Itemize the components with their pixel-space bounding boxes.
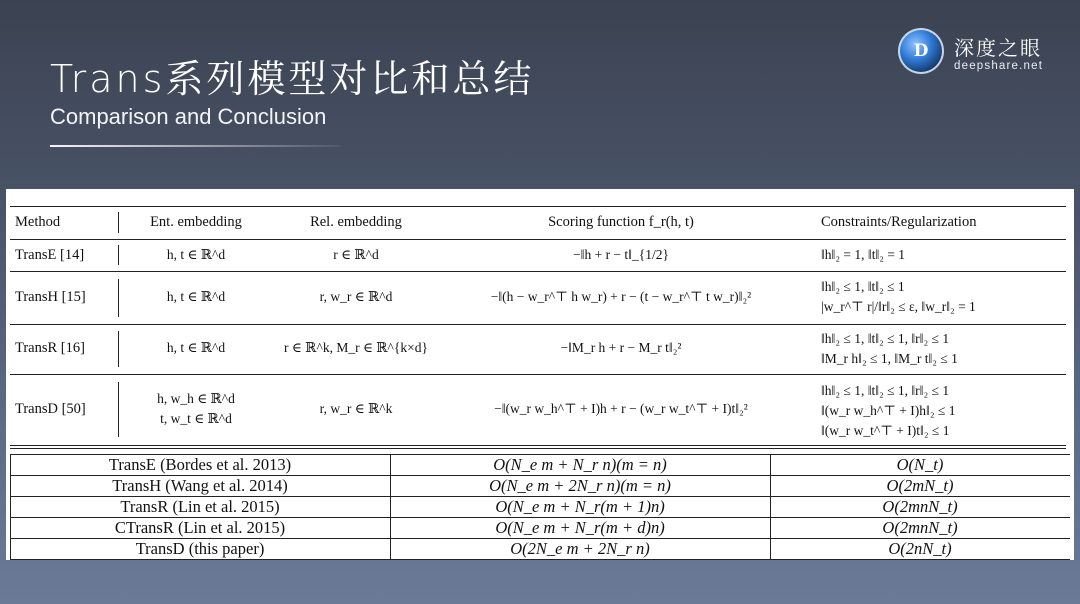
row-ent-transd-2: t, w_t ∈ ℝ^d [160,411,232,426]
complexity-ops-ctransr: O(2mnN_t) [882,518,958,537]
row-constraint-transr-1: ‖h‖₂ ≤ 1, ‖t‖₂ ≤ 1, ‖r‖₂ ≤ 1 [821,331,950,346]
complexity-model-transr: TransR (Lin et al. 2015) [120,497,280,516]
row-ent-transe: h, t ∈ ℝ^d [166,247,226,262]
complexity-params-transe: O(N_e m + N_r n)(m = n) [493,455,667,474]
table1-vsep-row4 [118,382,119,437]
page-title: Trans系列模型对比和总结 [50,57,535,101]
row-rel-transd: r, w_r ∈ ℝ^k [319,401,393,416]
table1-rule-3 [10,374,1066,375]
logo-domain: deepshare.net [954,60,1044,72]
complexity-ops-transr: O(2mnN_t) [882,497,958,516]
complexity-params-transh: O(N_e m + 2N_r n)(m = n) [489,476,671,495]
table1-rule-2 [10,324,1066,325]
complexity-model-transd: TransD (this paper) [135,539,265,558]
complexity-model-transh: TransH (Wang et al. 2014) [112,476,288,495]
complexity-ops-transe: O(N_t) [896,455,944,474]
table1-vsep-row3 [118,331,119,367]
row-rel-transh: r, w_r ∈ ℝ^d [319,289,393,304]
table1-vsep-header [118,212,119,233]
table1-rule-bottom [10,445,1066,446]
page-subtitle: Comparison and Conclusion [50,104,327,129]
row-rel-transe: r ∈ ℝ^d [333,247,379,262]
row-ent-transd-1: h, w_h ∈ ℝ^d [157,391,235,406]
row-constraint-transd-1: ‖h‖₂ ≤ 1, ‖t‖₂ ≤ 1, ‖r‖₂ ≤ 1 [821,383,950,398]
logo-mark: D [913,41,929,61]
row-constraint-transe-1: ‖h‖₂ = 1, ‖t‖₂ = 1 [821,247,906,262]
header-method: Method [15,214,61,230]
row-ent-transh: h, t ∈ ℝ^d [166,289,226,304]
table1-rule-1 [10,271,1066,272]
title-underline [50,145,340,147]
header-constraints: Constraints/Regularization [821,214,977,230]
eye-logo-icon [898,28,944,74]
complexity-params-ctransr: O(N_e m + N_r(m + d)n) [495,518,665,537]
table1-rule-top [10,206,1066,207]
row-constraint-transr-2: ‖M_r h‖₂ ≤ 1, ‖M_r t‖₂ ≤ 1 [821,351,958,366]
row-score-transe: −‖h + r − t‖_{1/2} [573,247,669,262]
table1-rule-header [10,239,1066,240]
complexity-ops-transh: O(2mN_t) [886,476,954,495]
table1-vsep-row1 [118,245,119,265]
logo-name: 深度之眼 [954,36,1042,60]
complexity-model-ctransr: CTransR (Lin et al. 2015) [114,518,286,537]
brand-logo [898,26,1058,78]
row-constraint-transh-2: |w_r^⊤ r|/‖r‖₂ ≤ ε, ‖w_r‖₂ = 1 [821,299,976,314]
comparison-panel [6,189,1074,560]
header-rel-embedding: Rel. embedding [310,214,402,230]
row-method-transr: TransR [16] [15,340,85,356]
row-score-transh: −‖(h − w_r^⊤ h w_r) + r − (t − w_r^⊤ t w_r)‖₂² [490,289,752,304]
header-scoring-function: Scoring function f_r(h, t) [548,214,694,230]
row-constraint-transd-2: ‖(w_r w_h^⊤ + I)h‖₂ ≤ 1 [821,403,956,418]
header-ent-embedding: Ent. embedding [150,214,242,230]
row-score-transd: −‖(w_r w_h^⊤ + I)h + r − (w_r w_t^⊤ + I)t‖₂² [494,401,748,416]
table2-rule-bottom [10,559,1070,560]
row-constraint-transd-3: ‖(w_r w_t^⊤ + I)t‖₂ ≤ 1 [821,423,950,438]
complexity-params-transr: O(N_e m + N_r(m + 1)n) [495,497,665,516]
row-constraint-transh-1: ‖h‖₂ ≤ 1, ‖t‖₂ ≤ 1 [821,279,905,294]
complexity-params-transd: O(2N_e m + 2N_r n) [510,539,650,558]
complexity-model-transe: TransE (Bordes et al. 2013) [108,455,292,474]
row-ent-transr: h, t ∈ ℝ^d [166,340,226,355]
row-score-transr: −‖M_r h + r − M_r t‖₂² [560,340,682,355]
table1-vsep-row2 [118,279,119,317]
row-method-transd: TransD [50] [15,401,86,417]
row-rel-transr: r ∈ ℝ^k, M_r ∈ ℝ^{k×d} [284,340,428,355]
table1-rule-bottom-2 [10,448,1066,449]
row-method-transe: TransE [14] [15,247,85,263]
row-method-transh: TransH [15] [15,289,86,305]
complexity-ops-transd: O(2nN_t) [888,539,952,558]
